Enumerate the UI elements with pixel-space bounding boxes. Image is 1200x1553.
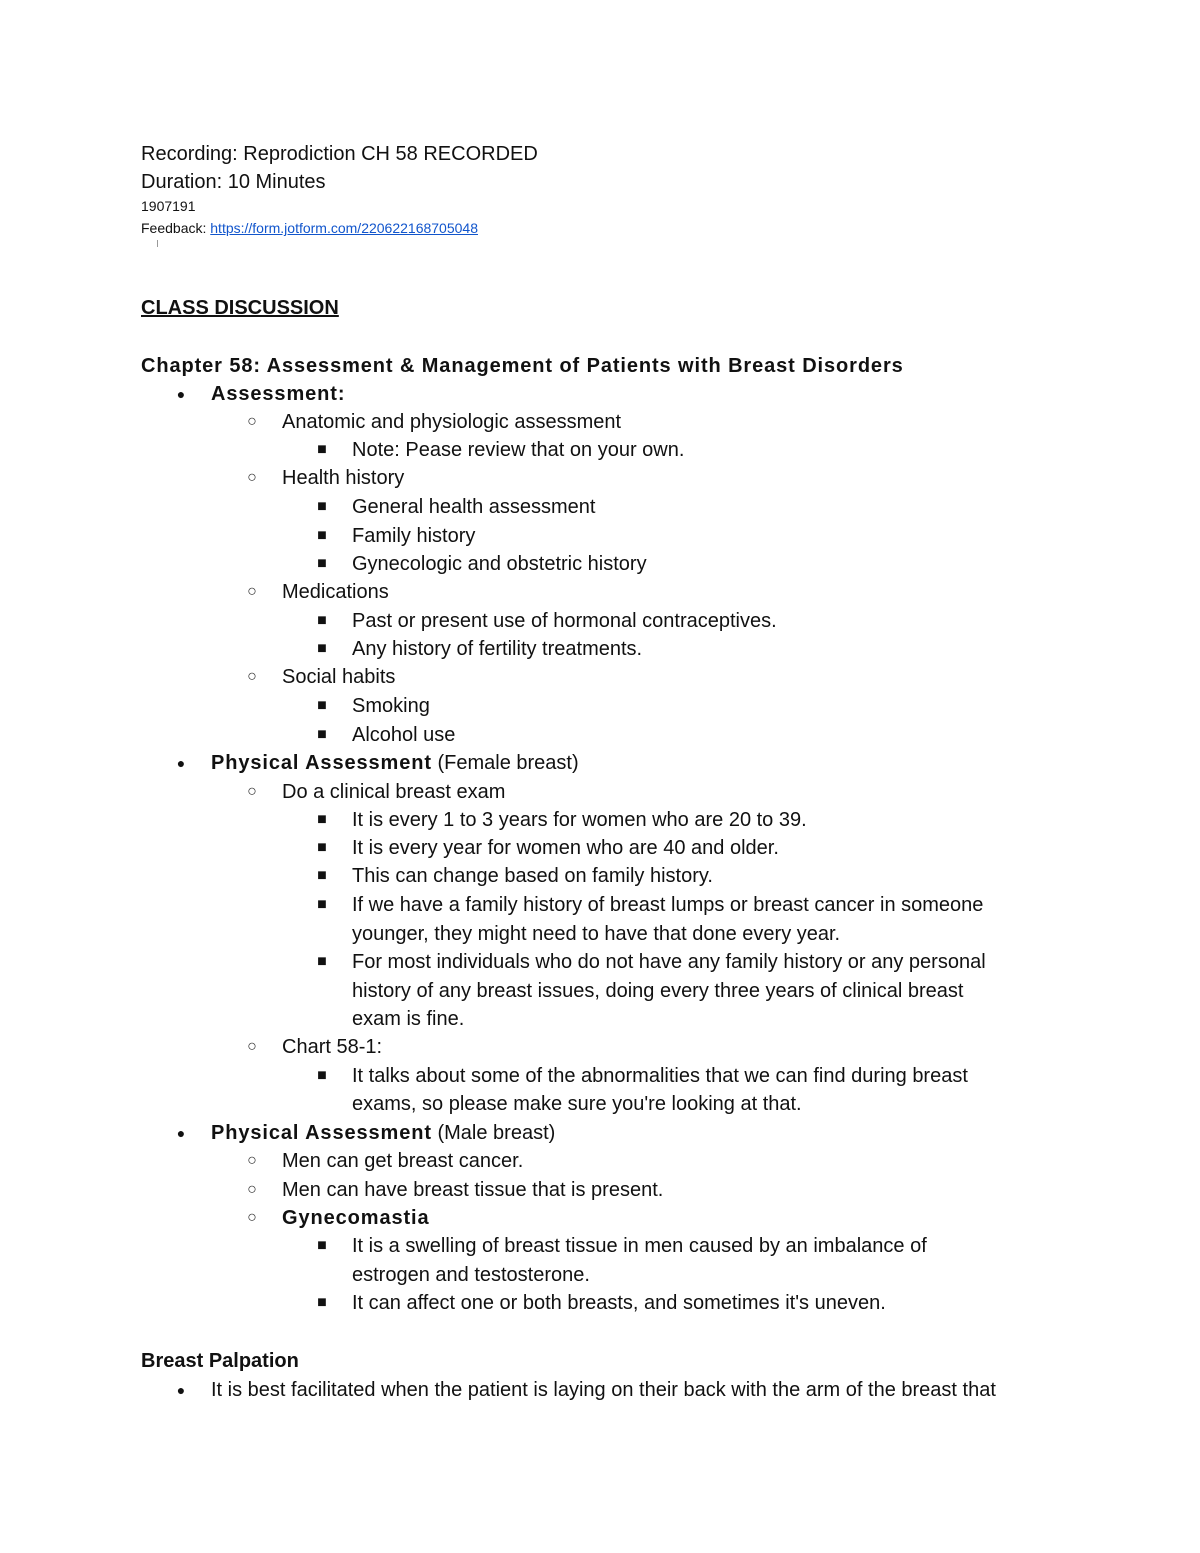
bullet-square-icon: ■ — [317, 441, 327, 458]
list-item-continuation: estrogen and testosterone. — [352, 1264, 590, 1286]
list-item: ○ Medications — [282, 578, 389, 606]
list-item: ● It is best facilitated when the patient is laying on their back with the arm of the breast that — [211, 1376, 996, 1404]
list-item: ■ Smoking — [352, 692, 430, 720]
list-item: ○ Men can get breast cancer. — [282, 1147, 523, 1175]
list-item: ○ Men can have breast tissue that is present. — [282, 1176, 663, 1204]
bullet-square-icon: ■ — [317, 867, 327, 884]
duration-line: Duration: 10 Minutes — [141, 171, 326, 193]
list-item: ■ General health assessment — [352, 493, 595, 521]
list-item: ■ For most individuals who do not have any family history or any personal — [352, 948, 986, 976]
bullet-circle-icon: ○ — [247, 1038, 257, 1055]
bullet-disc-icon: ● — [176, 755, 186, 771]
chapter-title: Chapter 58: Assessment & Management of Patients with Breast Disorders — [141, 355, 904, 377]
list-item — [176, 380, 346, 408]
bullet-square-icon: ■ — [317, 896, 327, 913]
list-item: ■ It can affect one or both breasts, and sometimes it's uneven. — [352, 1289, 886, 1317]
list-item-continuation: history of any breast issues, doing every three years of clinical breast — [352, 980, 964, 1002]
feedback-label: Feedback: — [141, 220, 211, 236]
list-item: ■ This can change based on family history. — [352, 862, 713, 890]
bullet-square-icon: ■ — [317, 1237, 327, 1254]
list-item-continuation: exams, so please make sure you're looking at that. — [352, 1093, 802, 1115]
list-item: ○ Social habits — [282, 663, 395, 691]
physical-female-heading: Physical Assessment — [211, 752, 432, 774]
list-item — [247, 1204, 430, 1232]
bullet-circle-icon: ○ — [247, 1209, 257, 1226]
bullet-circle-icon: ○ — [247, 413, 257, 430]
list-item: ● Physical Assessment (Female breast) — [211, 749, 579, 777]
list-item: ■ It is a swelling of breast tissue in men caused by an imbalance of — [352, 1232, 927, 1260]
list-item: ■ It is every year for women who are 40 and older. — [352, 834, 779, 862]
list-item: ○ Do a clinical breast exam — [282, 778, 505, 806]
gynecomastia-heading: Gynecomastia — [282, 1207, 430, 1229]
bullet-circle-icon: ○ — [247, 1152, 257, 1169]
list-item: ■ Any history of fertility treatments. — [352, 635, 642, 663]
bullet-square-icon: ■ — [317, 1067, 327, 1084]
feedback-line — [141, 218, 478, 238]
bullet-square-icon: ■ — [317, 498, 327, 515]
list-item: ■ It talks about some of the abnormalities that we can find during breast — [352, 1062, 968, 1090]
breast-palpation-heading: Breast Palpation — [141, 1350, 299, 1372]
bullet-circle-icon: ○ — [247, 583, 257, 600]
bullet-square-icon: ■ — [317, 555, 327, 572]
list-item: ● Physical Assessment (Male breast) — [211, 1119, 555, 1147]
list-item-continuation: younger, they might need to have that done every year. — [352, 923, 841, 945]
list-item: ■ Gynecologic and obstetric history — [352, 550, 647, 578]
list-item: ■ Family history — [352, 522, 475, 550]
list-item: ○ Anatomic and physiologic assessment — [282, 408, 621, 436]
class-discussion-heading: CLASS DISCUSSION — [141, 297, 339, 319]
bullet-circle-icon: ○ — [247, 783, 257, 800]
bullet-square-icon: ■ — [317, 640, 327, 657]
list-item: ○ Chart 58-1: — [282, 1033, 382, 1061]
recording-id: 1907191 — [141, 198, 196, 214]
list-item-continuation: exam is fine. — [352, 1008, 465, 1030]
bullet-square-icon: ■ — [317, 1294, 327, 1311]
list-item: ■ If we have a family history of breast lumps or breast cancer in someone — [352, 891, 983, 919]
physical-male-heading: Physical Assessment — [211, 1122, 432, 1144]
bullet-square-icon: ■ — [317, 811, 327, 828]
bullet-square-icon: ■ — [317, 527, 327, 544]
list-item: ○ Health history — [282, 464, 404, 492]
list-item: ■ Alcohol use — [352, 721, 455, 749]
bullet-square-icon: ■ — [317, 839, 327, 856]
bullet-circle-icon: ○ — [247, 668, 257, 685]
bullet-disc-icon: ● — [176, 386, 186, 402]
list-item: ■ Past or present use of hormonal contraceptives. — [352, 607, 777, 635]
list-item: ■ Note: Pease review that on your own. — [352, 436, 684, 464]
list-item: ■ It is every 1 to 3 years for women who are 20 to 39. — [352, 806, 807, 834]
cursor-mark — [157, 240, 158, 247]
bullet-disc-icon: ● — [176, 1382, 186, 1398]
bullet-square-icon: ■ — [317, 697, 327, 714]
assessment-heading: Assessment: — [211, 383, 346, 405]
feedback-link[interactable]: https://form.jotform.com/220622168705048 — [210, 220, 478, 236]
recording-line: Recording: Reprodiction CH 58 RECORDED — [141, 143, 538, 165]
bullet-disc-icon: ● — [176, 1125, 186, 1141]
bullet-square-icon: ■ — [317, 953, 327, 970]
bullet-square-icon: ■ — [317, 726, 327, 743]
bullet-circle-icon: ○ — [247, 1181, 257, 1198]
bullet-square-icon: ■ — [317, 612, 327, 629]
bullet-circle-icon: ○ — [247, 469, 257, 486]
